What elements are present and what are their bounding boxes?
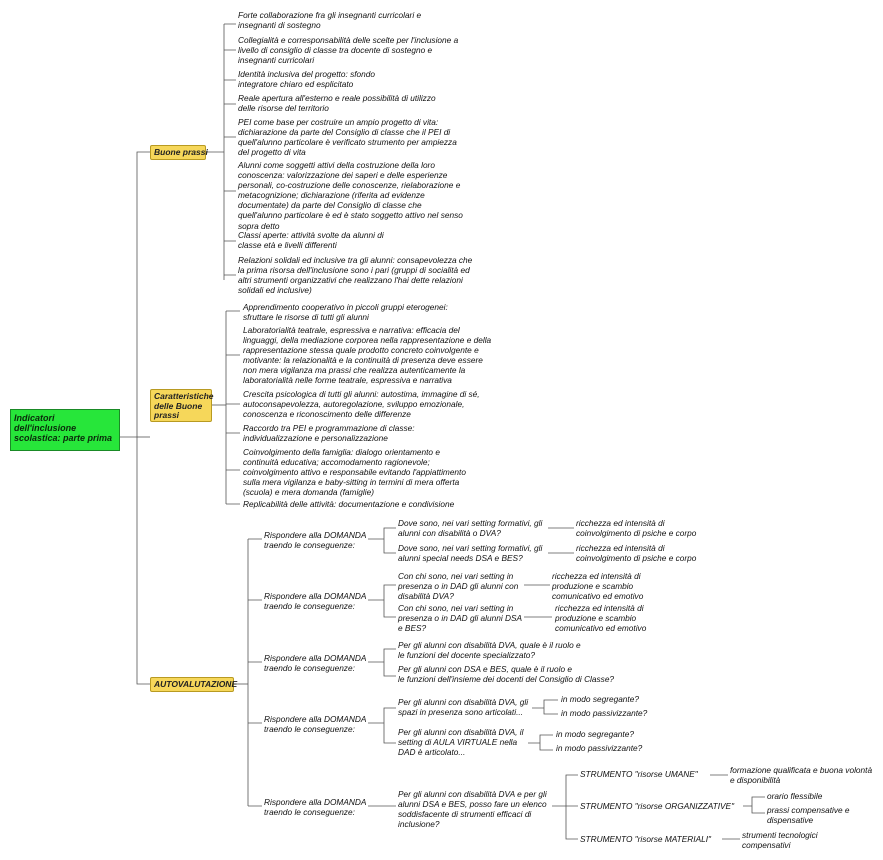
buone-prassi-item: Alunni come soggetti attivi della costruzione della loro conoscenza: valorizzazione dei saperi e delle esperienze personali, co-costruzione delle conoscenze, rielaborazione e metacognizione; dichiarazione (riferita ad evidenze documentate) da parte del Consiglio di classe che quell'alunno particolare è ed è stato soggetto attivo nel senso sopra detto — [238, 160, 463, 231]
strumento-umane: STRUMENTO "risorse UMANE" — [580, 769, 698, 779]
answer: ricchezza ed intensità di coinvolgimento di psiche e corpo — [576, 543, 697, 564]
question: Dove sono, nei vari setting formativi, gli alunni special needs DSA e BES? — [398, 543, 543, 564]
answer: prassi compensative e dispensative — [767, 805, 850, 826]
question: Per gli alunni con disabilità DVA e per gli alunni DSA e BES, posso fare un elenco soddisfacente di strumenti efficaci di inclusione? — [398, 789, 547, 830]
strumento-organizzative: STRUMENTO "risorse ORGANIZZATIVE" — [580, 801, 735, 811]
question: Con chi sono, nei vari setting in presenza o in DAD gli alunni DSA e BES? — [398, 603, 523, 634]
answer: ricchezza ed intensità di coinvolgimento di psiche e corpo — [576, 518, 697, 539]
question: Dove sono, nei vari setting formativi, gli alunni con disabilità o DVA? — [398, 518, 543, 539]
rispondere-label: Rispondere alla DOMANDA traendo le conseguenze: — [264, 653, 367, 674]
buone-prassi-item: PEI come base per costruire un ampio progetto di vita: dichiarazione da parte del Consiglio di classe che il PEI di quell'alunno particolare è verificato strumento per ampiezza del progetto di vita — [238, 117, 457, 158]
buone-prassi-item: Relazioni solidali ed inclusive tra gli alunni: consapevolezza che la prima risorsa dell'inclusione sono i pari (gruppi di socialità ed altri strumenti organizzativi che realizzano l'hai dette relazioni solidali ed inclusive) — [238, 255, 473, 296]
question: Per gli alunni con disabilità DVA, il setting di AULA VIRTUALE nella DAD è articolato... — [398, 727, 524, 758]
answer: ricchezza ed intensità di produzione e scambio comunicativo ed emotivo — [555, 603, 647, 634]
buone-prassi-item: Classi aperte: attività svolte da alunni di classe età e livelli differenti — [238, 230, 384, 251]
rispondere-label: Rispondere alla DOMANDA traendo le conseguenze: — [264, 591, 367, 612]
caratteristiche-item: Apprendimento cooperativo in piccoli gruppi eterogenei: sfruttare le risorse di tutti gli alunni — [243, 302, 448, 323]
buone-prassi-item: Identità inclusiva del progetto: sfondo integratore chiaro ed esplicitato — [238, 69, 375, 90]
buone-prassi-item: Collegialità e corresponsabilità delle scelte per l'inclusione a livello di consiglio di classe tra docente di sostegno e insegnanti curricolari — [238, 35, 459, 66]
answer: in modo segregante? — [556, 729, 634, 739]
answer: orario flessibile — [767, 791, 823, 801]
buone-prassi-item: Forte collaborazione fra gli insegnanti curricolari e insegnanti di sostegno — [238, 10, 422, 31]
caratteristiche-item: Laboratorialità teatrale, espressiva e narrativa: efficacia del linguaggi, della mediazione corporea nella rappresentazione e della rappresentazione stessa quale prodotto concreto coinvolgente e motivante: la relazionalità e la continuità di presenza deve essere non mera vigilanza ma prassi che realizza autenticamente la laboratorialità nelle forme teatrale, espressiva e narrativa — [243, 325, 492, 386]
answer: formazione qualificata e buona volontà e disponibilità — [730, 765, 873, 786]
rispondere-label: Rispondere alla DOMANDA traendo le conseguenze: — [264, 530, 367, 551]
strumento-materiali: STRUMENTO "risorse MATERIALI" — [580, 834, 711, 844]
caratteristiche-item: Crescita psicologica di tutti gli alunni: autostima, immagine di sé, autoconsapevolezza, autoregolazione, sviluppo emozionale, conoscenza e riconoscimento delle differenze — [243, 389, 480, 420]
answer: in modo passivizzante? — [561, 708, 648, 718]
answer: in modo segregante? — [561, 694, 639, 704]
answer: strumenti tecnologici compensativi — [742, 830, 818, 851]
root-node: Indicatori dell'inclusione scolastica: parte prima — [10, 409, 120, 451]
rispondere-label: Rispondere alla DOMANDA traendo le conseguenze: — [264, 797, 367, 818]
question: Per gli alunni con DSA e BES, quale è il ruolo e le funzioni dell'insieme dei docenti del Consiglio di Classe? — [398, 664, 615, 685]
buone-prassi-item: Reale apertura all'esterno e reale possibilità di utilizzo delle risorse del territorio — [238, 93, 436, 114]
question: Per gli alunni con disabilità DVA, gli spazi in presenza sono articolati... — [398, 697, 529, 718]
answer: ricchezza ed intensità di produzione e scambio comunicativo ed emotivo — [552, 571, 644, 602]
caratteristiche-item: Coinvolgimento della famiglia: dialogo orientamento e continuità educativa; accomodamento ragionevole; coinvolgimento attivo e responsabile evitando l'appiattimento sulla mera vigilanza e baby-sitting in termini di mera offerta (scuola) e mera domanda (famiglie) — [243, 447, 466, 498]
caratteristiche-item: Replicabilità delle attività: documentazione e condivisione — [243, 499, 455, 509]
question: Con chi sono, nei vari setting in presenza o in DAD gli alunni con disabilità DVA? — [398, 571, 519, 602]
answer: in modo passivizzante? — [556, 743, 643, 753]
branch-caratteristiche: Caratteristiche delle Buone prassi — [150, 389, 212, 422]
branch-buone-prassi: Buone prassi — [150, 145, 206, 160]
question: Per gli alunni con disabilità DVA, quale è il ruolo e le funzioni del docente specializzato? — [398, 640, 581, 661]
rispondere-label: Rispondere alla DOMANDA traendo le conseguenze: — [264, 714, 367, 735]
branch-autovalutazione: AUTOVALUTAZIONE — [150, 677, 234, 692]
caratteristiche-item: Raccordo tra PEI e programmazione di classe: individualizzazione e personalizzazione — [243, 423, 415, 444]
